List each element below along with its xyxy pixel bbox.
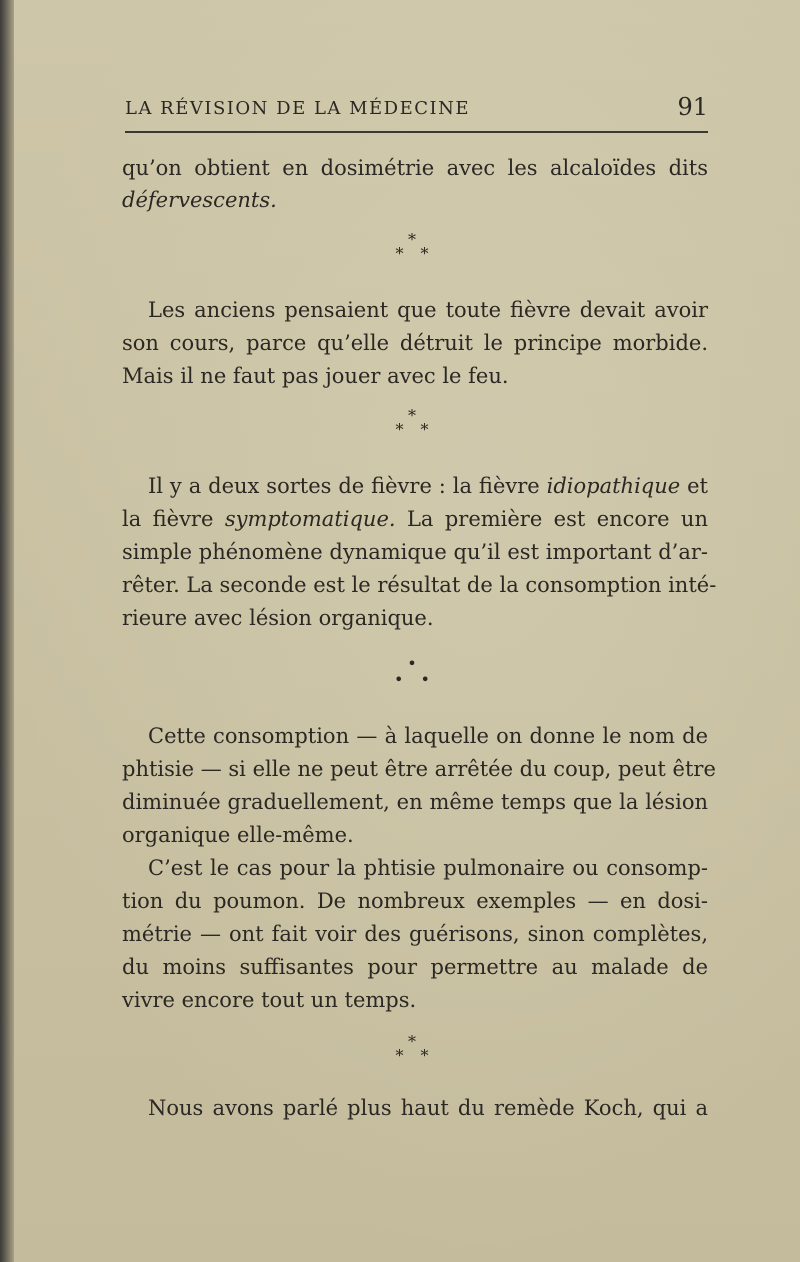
- text-line: son cours, parce qu’elle détruit le principe morbide.: [122, 331, 708, 355]
- text-line: [148, 470, 708, 502]
- text-line: vivre encore tout un temps.: [122, 988, 417, 1012]
- text-line: Mais il ne faut pas jouer avec le feu.: [122, 364, 509, 388]
- text-span-italic: symptomatique.: [224, 507, 396, 531]
- text-line: diminuée graduellement, en même temps que la lésion: [122, 790, 708, 814]
- text-line: rieure avec lésion organique.: [122, 606, 434, 630]
- text-span: et: [687, 474, 708, 498]
- text-line: rêter. La seconde est le résultat de la consomption inté-: [122, 573, 717, 597]
- text-line: [122, 503, 708, 535]
- running-title: LA RÉVISION DE LA MÉDECINE: [125, 98, 471, 119]
- asterism-bottom: * *: [395, 244, 435, 263]
- text-line: phtisie — si elle ne peut être arrêtée du coup, peut être: [122, 757, 716, 781]
- asterism-top: *: [408, 406, 422, 425]
- text-line: organique elle-même.: [122, 823, 354, 847]
- text-line: qu’on obtient en dosimétrie avec les alcaloïdes dits: [122, 156, 708, 180]
- text-line: du moins suffisantes pour permettre au malade de: [122, 955, 708, 979]
- text-span: la fièvre: [122, 507, 214, 531]
- text-line: Nous avons parlé plus haut du remède Koch, qui a: [148, 1096, 708, 1120]
- text-line: Cette consomption — à laquelle on donne le nom de: [148, 724, 708, 748]
- book-binding-edge: [0, 0, 14, 1262]
- asterism-bottom: * *: [395, 1046, 435, 1065]
- asterism-bottom: * *: [395, 420, 435, 439]
- asterism-top: *: [408, 1032, 422, 1051]
- text-span-italic: idiopathique: [546, 474, 681, 498]
- text-line: simple phénomène dynamique qu’il est important d’ar-: [122, 540, 708, 564]
- text-span: La première est encore un: [406, 507, 708, 531]
- text-line: métrie — ont fait voir des guérisons, sinon complètes,: [122, 922, 708, 946]
- asterism-bottom: • •: [394, 670, 436, 689]
- header-rule: [125, 131, 708, 133]
- text-line: C’est le cas pour la phtisie pulmonaire ou consomp-: [148, 856, 708, 880]
- text-line: tion du poumon. De nombreux exemples — en dosi-: [122, 889, 708, 913]
- text-line: défervescents.: [122, 188, 277, 212]
- page-number: 91: [677, 93, 708, 121]
- text-line: Les anciens pensaient que toute fièvre devait avoir: [148, 298, 708, 322]
- asterism-top: *: [408, 230, 422, 249]
- asterism-top: •: [407, 654, 423, 673]
- text-span: Il y a deux sortes de fièvre : la fièvre: [148, 474, 540, 498]
